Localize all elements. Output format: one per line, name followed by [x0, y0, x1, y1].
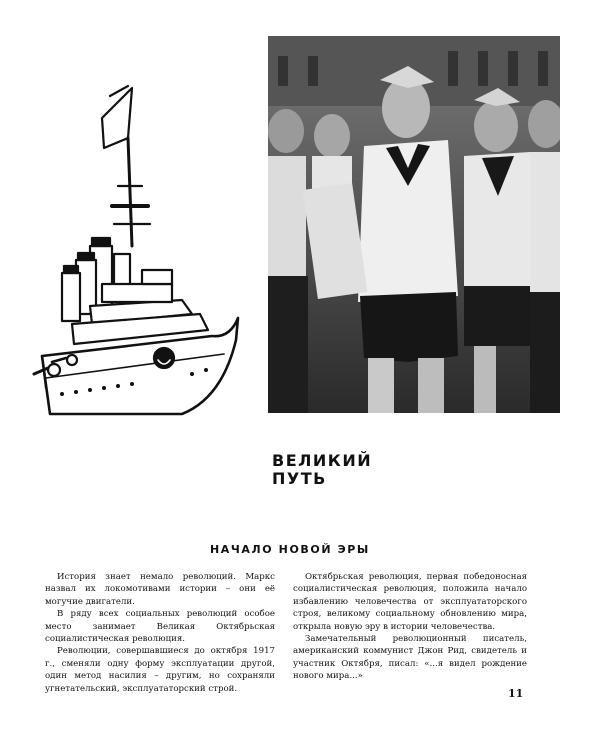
cruiser-ship-illustration — [32, 78, 244, 423]
page-heading — [272, 452, 372, 488]
right-text-column — [293, 571, 527, 683]
page-heading-line-1: ВЕЛИКИЙ — [272, 451, 373, 470]
paragraph: Замечательный революционный писатель, американский коммунист Джон Рид, свидетель и участник Октября, писал: «...я видел рождение нового мира...» — [293, 634, 527, 682]
page-number: 11 — [508, 687, 524, 700]
section-title: НАЧАЛО НОВОЙ ЭРЫ — [210, 543, 370, 556]
paragraph: Октябрьская революция, первая победоносная социалистическая революция, положила начало избавлению человечества от эксплуататорского строя, великому социальному обновлению мира, открыла новую эру в истории человечества. — [293, 572, 527, 632]
paragraph: Революции, совершавшиеся до октября 1917 г., сменяли одну форму эксплуатации другой, один метод насилия – другим, но сохраняли угнетательский, эксплуататорский строй. — [45, 646, 275, 694]
marching-pioneers-photo — [268, 36, 560, 413]
paragraph: В ряду всех социальных революций особое место занимает Великая Октябрьская социалистическая революция. — [45, 609, 275, 645]
paragraph: История знает немало революций. Маркс назвал их локомотивами истории – они её могучие двигатели. — [45, 572, 275, 607]
page-heading-line-2: ПУТЬ — [272, 469, 327, 488]
left-text-column — [45, 571, 275, 695]
